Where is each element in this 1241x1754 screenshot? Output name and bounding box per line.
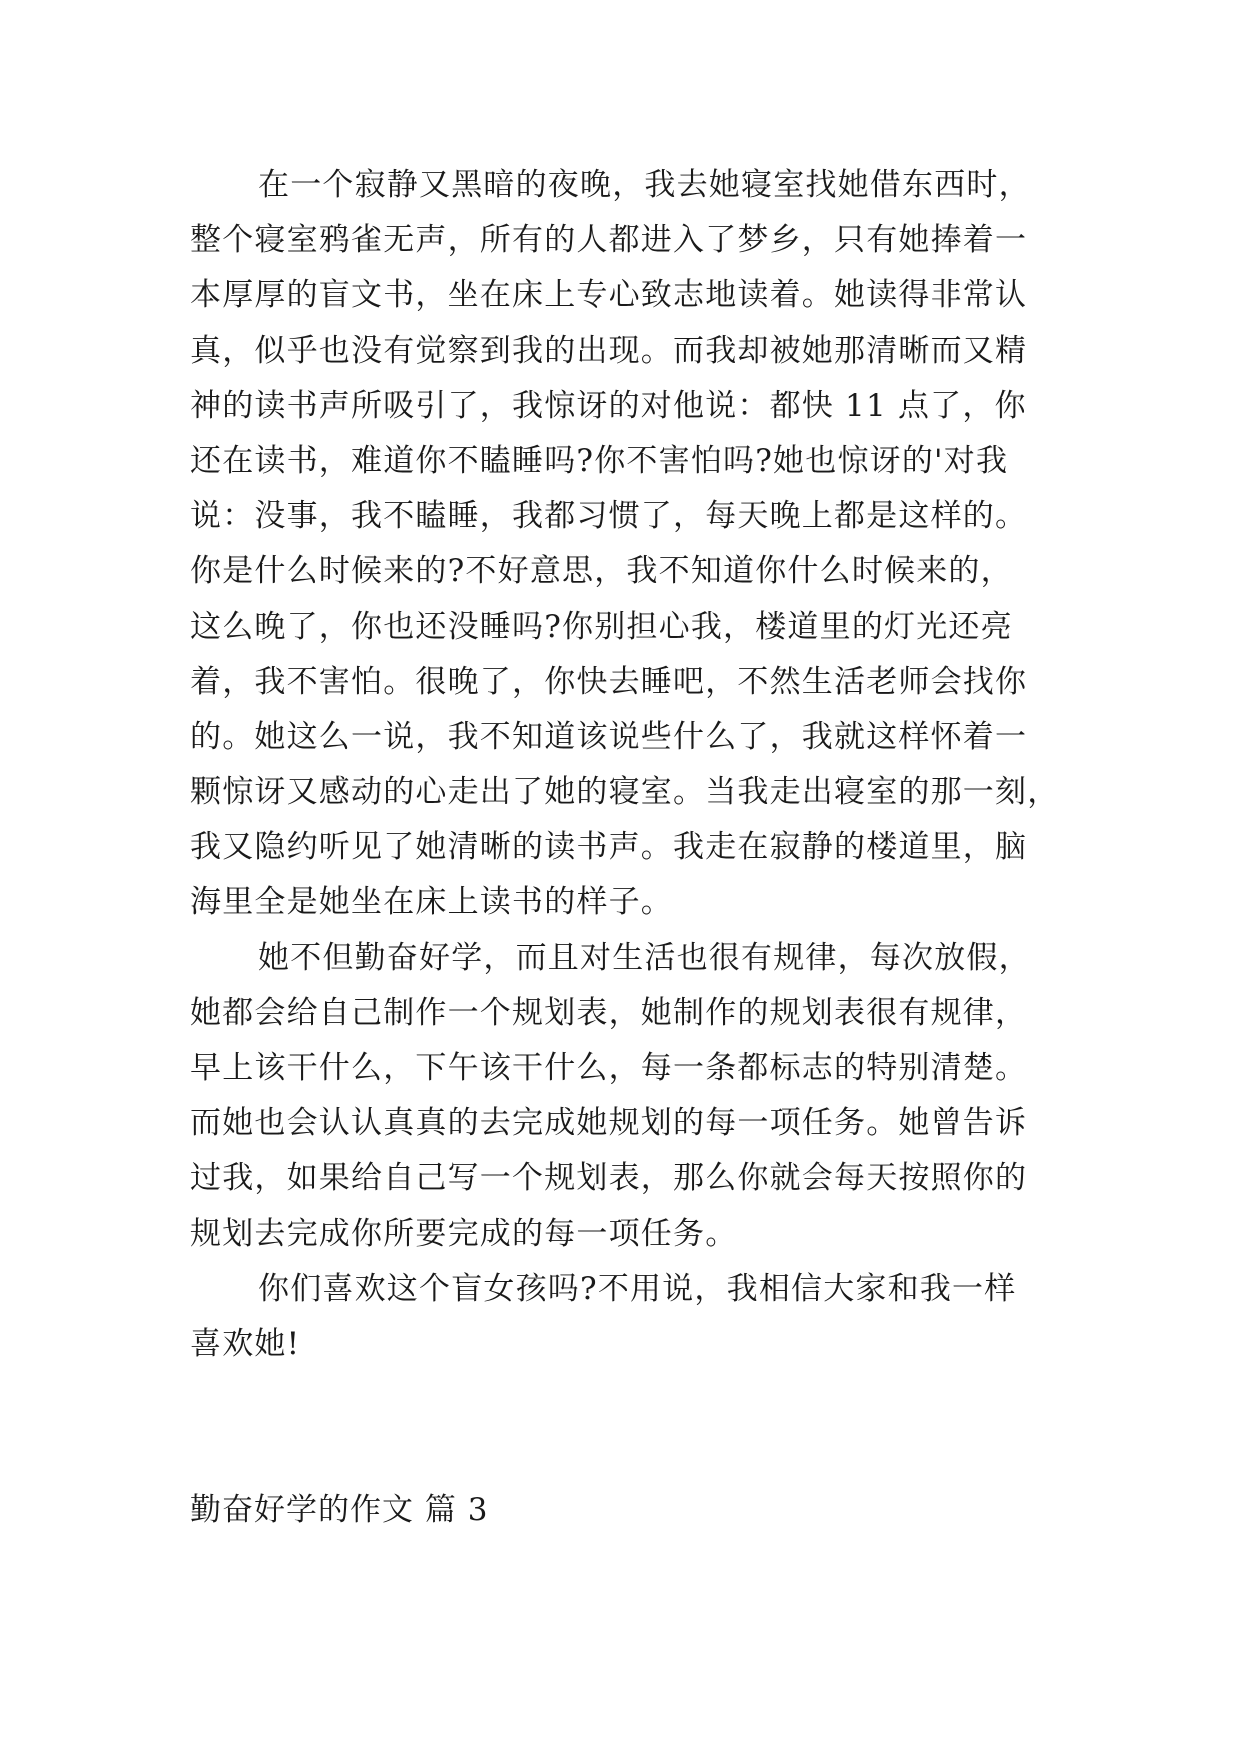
paragraph-line: 神的读书声所吸引了，我惊讶的对他说：都快 11 点了，你: [190, 387, 1027, 424]
paragraph-line: 而她也会认认真真的去完成她规划的每一项任务。她曾告诉: [190, 1105, 1028, 1142]
paragraph-line: 你们喜欢这个盲女孩吗?不用说，我相信大家和我一样: [258, 1270, 1017, 1307]
paragraph-line: 真，似乎也没有觉察到我的出现。而我却被她那清晰而又精: [190, 332, 1028, 369]
paragraph-3: [190, 1262, 1070, 1372]
paragraph-line: 说：没事，我不瞌睡，我都习惯了，每天晚上都是这样的。: [190, 498, 1028, 535]
paragraph-line: 过我，如果给自己写一个规划表，那么你就会每天按照你的: [190, 1160, 1028, 1197]
section-heading: 勤奋好学的作文 篇 3: [190, 1492, 489, 1528]
paragraph-line: 她不但勤奋好学，而且对生活也很有规律，每次放假，: [258, 939, 1031, 976]
paragraph-line: 规划去完成你所要完成的每一项任务。: [190, 1215, 738, 1252]
paragraph-line: 这么晚了，你也还没睡吗?你别担心我，楼道里的灯光还亮: [190, 608, 1013, 645]
paragraph-line: 喜欢她!: [190, 1325, 301, 1362]
paragraph-line: 本厚厚的盲文书，坐在床上专心致志地读着。她读得非常认: [190, 277, 1028, 314]
paragraph-line: 的。她这么一说，我不知道该说些什么了，我就这样怀着一: [190, 718, 1028, 755]
paragraph-2: [190, 931, 1070, 1262]
paragraph-line: 早上该干什么，下午该干什么，每一条都标志的特别清楚。: [190, 1050, 1028, 1086]
paragraph-line: 我又隐约听见了她清晰的读书声。我走在寂静的楼道里，脑: [190, 829, 1028, 866]
paragraph-line: 整个寝室鸦雀无声，所有的人都进入了梦乡，只有她捧着一: [190, 222, 1028, 259]
paragraph-line: 颗惊讶又感动的心走出了她的寝室。当我走出寝室的那一刻，: [190, 774, 1060, 811]
paragraph-line: 还在读书，难道你不瞌睡吗?你不害怕吗?她也惊讶的'对我: [190, 442, 1009, 479]
paragraph-line: 海里全是她坐在床上读书的样子。: [190, 884, 673, 921]
paragraph-line: 你是什么时候来的?不好意思，我不知道你什么时候来的，: [190, 553, 1013, 590]
document-body: [190, 158, 1070, 1372]
paragraph-line: 她都会给自己制作一个规划表，她制作的规划表很有规律，: [190, 994, 1028, 1031]
paragraph-1: [190, 158, 1070, 931]
paragraph-line: 在一个寂静又黑暗的夜晚，我去她寝室找她借东西时，: [258, 167, 1031, 203]
paragraph-line: 着，我不害怕。很晚了，你快去睡吧，不然生活老师会找你: [190, 663, 1028, 700]
